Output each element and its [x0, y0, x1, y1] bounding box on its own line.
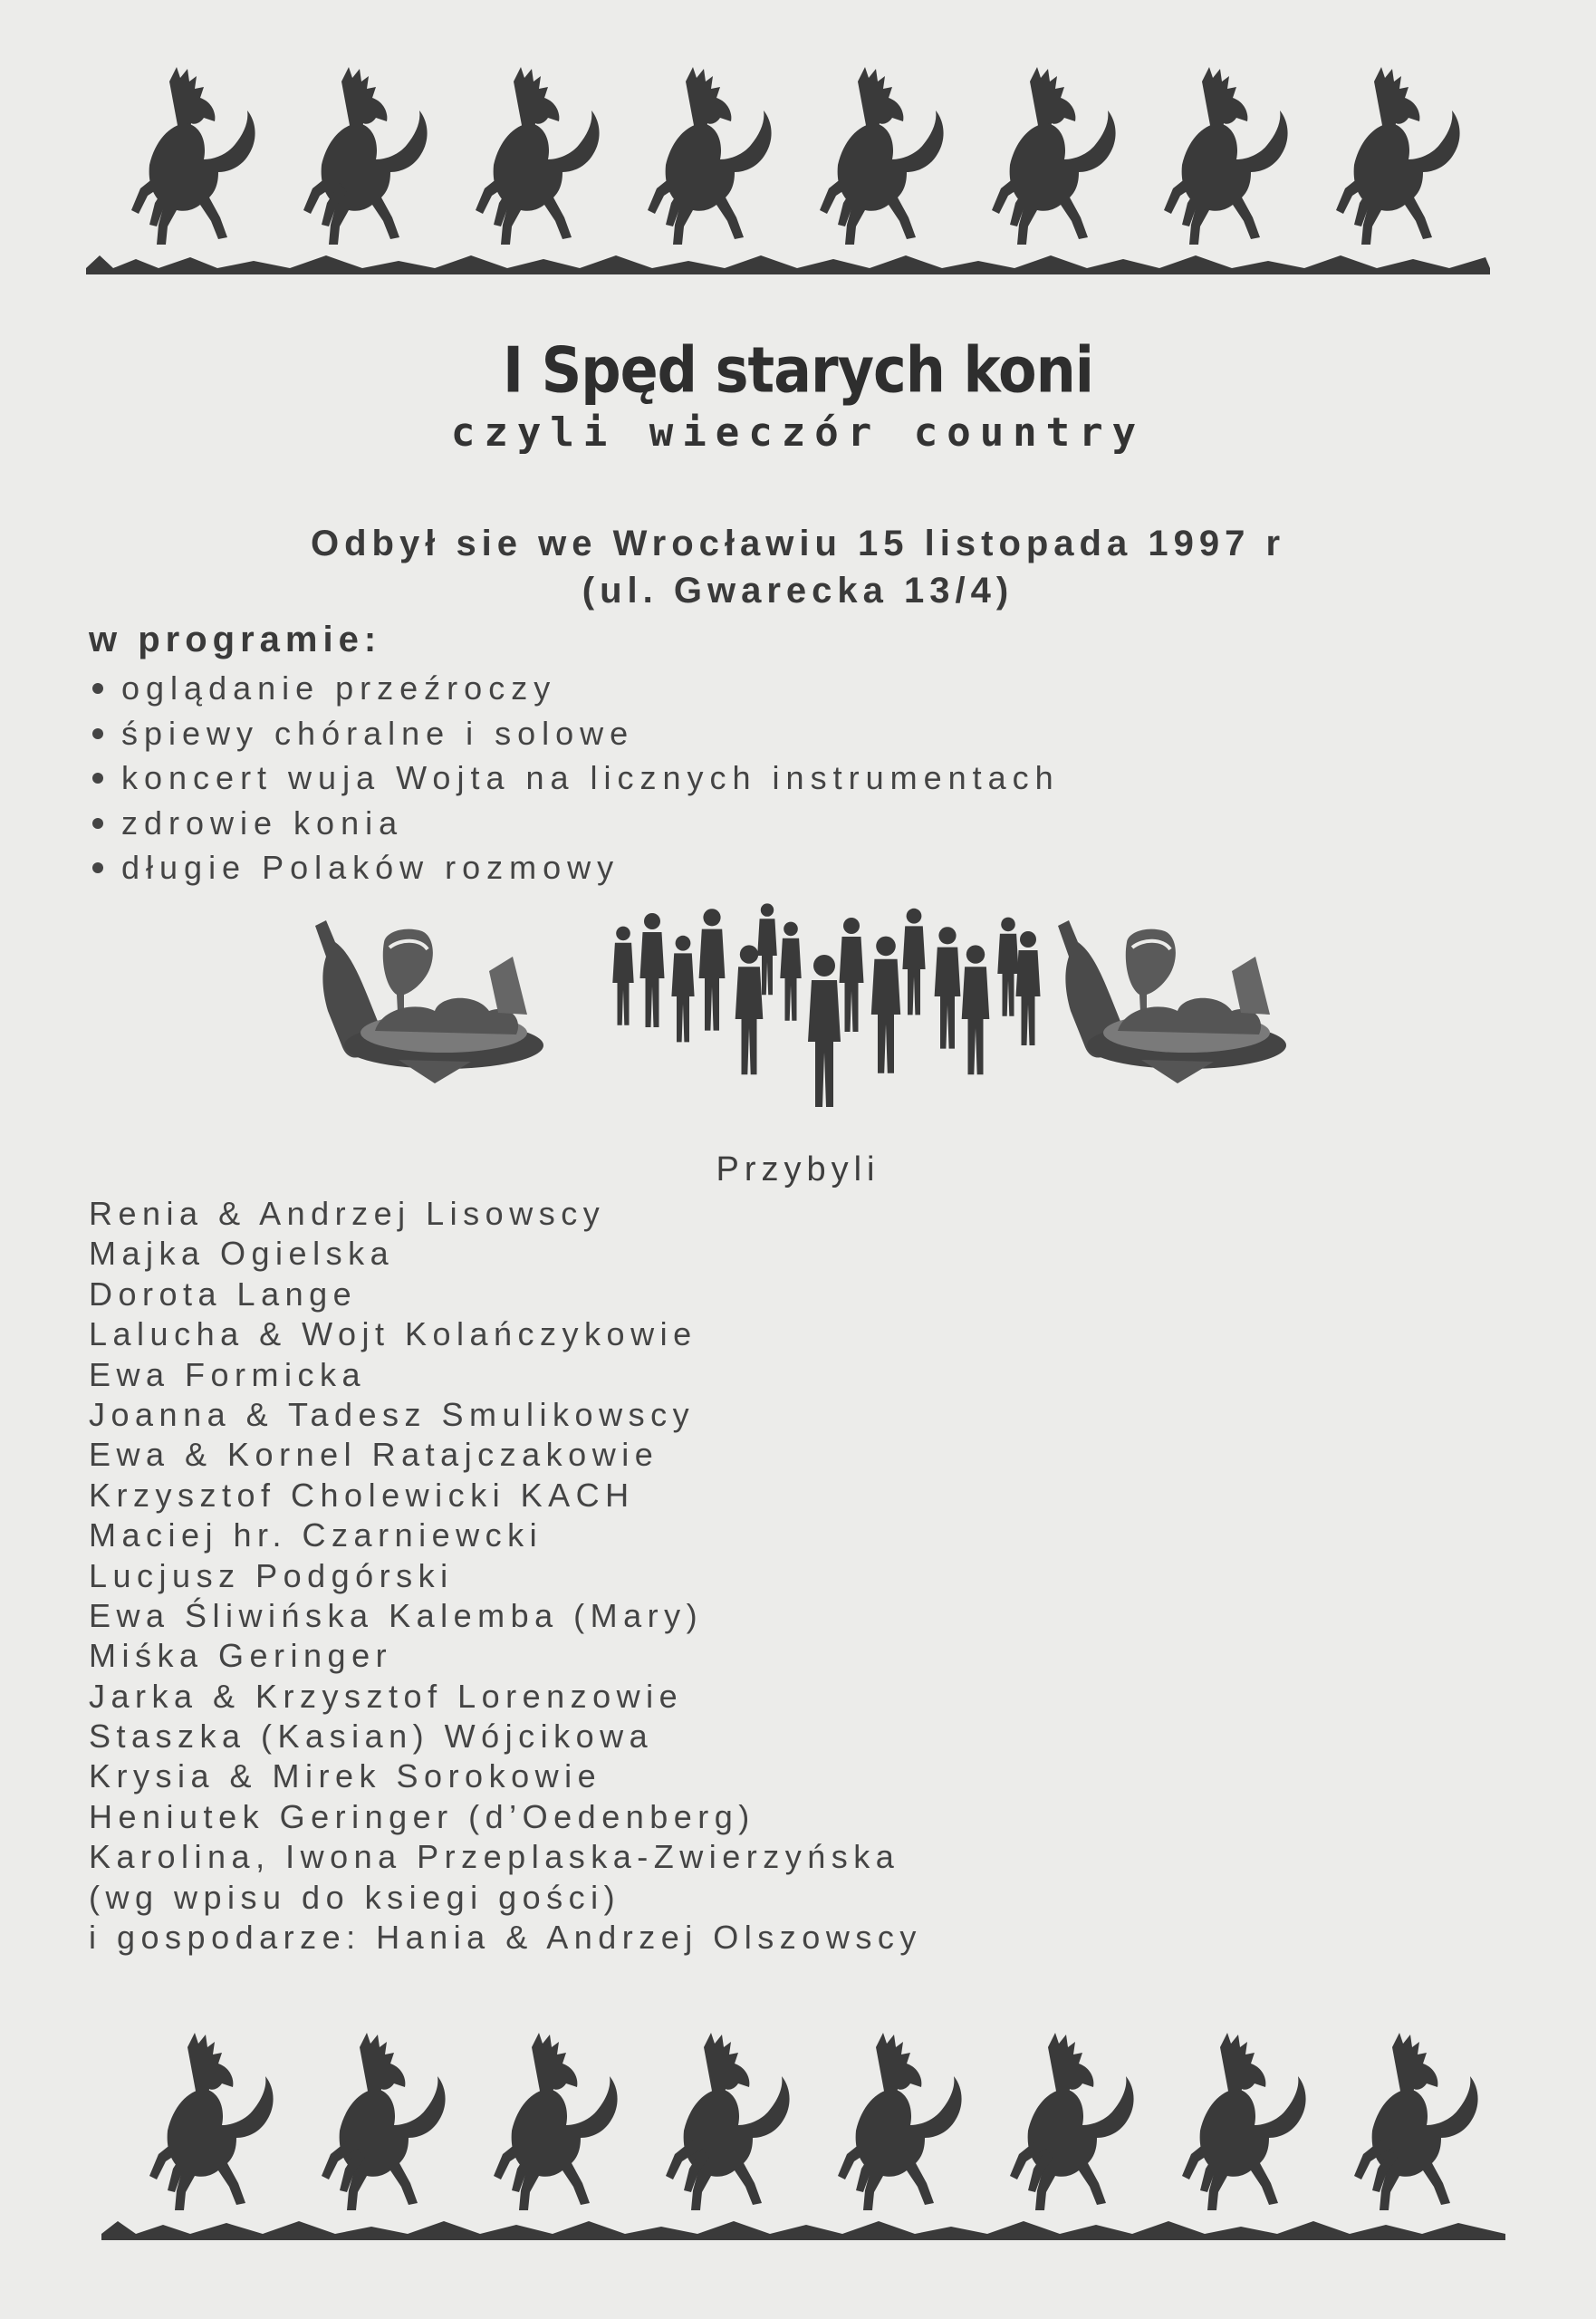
- ground-line: [101, 2234, 1505, 2240]
- page-title: I Spęd starych koni: [502, 332, 1094, 408]
- program-item: oglądanie przeźroczy: [89, 666, 1060, 711]
- guest-item: i gospodarze: Hania & Andrzej Olszowscy: [89, 1919, 922, 1957]
- horse-icon: [1164, 67, 1288, 245]
- guest-item: Krysia & Mirek Sorokowie: [89, 1757, 602, 1795]
- bullet-icon: [92, 862, 103, 873]
- wine-food-icon: [315, 920, 543, 1083]
- illustrations: [299, 888, 1313, 1123]
- horse-border-top: [0, 54, 1596, 326]
- horse-icon: [1354, 2033, 1478, 2210]
- guest-item: Staszka (Kasian) Wójcikowa: [89, 1718, 654, 1756]
- guest-item: Ewa & Kornel Ratajczakowie: [89, 1436, 659, 1474]
- wine-food-icon: [1058, 920, 1286, 1083]
- guest-item: Ewa Śliwińska Kalemba (Mary): [89, 1596, 704, 1634]
- bullet-icon: [92, 683, 103, 694]
- horse-icon: [1010, 2033, 1134, 2210]
- horse-icon: [322, 2033, 446, 2210]
- horse-icon: [494, 2033, 618, 2210]
- program-list: [89, 666, 1060, 890]
- guest-item: Karolina, Iwona Przeplaska-Zwierzyńska: [89, 1838, 900, 1876]
- horse-border-bottom: [0, 2020, 1596, 2292]
- program-item: długie Polaków rozmowy: [89, 845, 1060, 890]
- guest-item: Miśka Geringer: [89, 1637, 393, 1675]
- guests-heading: Przybyli: [716, 1150, 880, 1188]
- horse-icon: [149, 2033, 274, 2210]
- event-address-line: (ul. Gwarecka 13/4): [582, 571, 1014, 611]
- horse-icon: [303, 67, 428, 245]
- guest-item: Maciej hr. Czarniewcki: [89, 1516, 543, 1554]
- ground-line: [86, 268, 1490, 274]
- bullet-icon: [92, 728, 103, 739]
- program-heading: w programie:: [89, 620, 382, 659]
- guest-item: Joanna & Tadesz Smulikowscy: [89, 1395, 696, 1433]
- horse-icon: [1182, 2033, 1306, 2210]
- horse-icon: [476, 67, 600, 245]
- horse-icon: [666, 2033, 790, 2210]
- guest-item: (wg wpisu do ksiegi gości): [89, 1878, 621, 1916]
- guest-item: Lucjusz Podgórski: [89, 1556, 454, 1594]
- event-date-line: Odbył sie we Wrocławiu 15 listopada 1997 r: [310, 524, 1286, 563]
- horse-icon: [131, 67, 255, 245]
- page-subtitle: czyli wieczór country: [450, 409, 1146, 456]
- guest-item: Majka Ogielska: [89, 1235, 395, 1273]
- horse-icon: [992, 67, 1116, 245]
- program-item: zdrowie konia: [89, 801, 1060, 846]
- program-item: śpiewy chóralne i solowe: [89, 711, 1060, 756]
- horse-icon: [648, 67, 772, 245]
- guest-item: Heniutek Geringer (d’Oedenberg): [89, 1797, 755, 1835]
- bullet-icon: [92, 773, 103, 784]
- crowd-icon: [612, 903, 1040, 1107]
- program-item: koncert wuja Wojta na licznych instrumentach: [89, 755, 1060, 801]
- guest-item: Renia & Andrzej Lisowscy: [89, 1195, 606, 1232]
- guest-item: Krzysztof Cholewicki KACH: [89, 1476, 635, 1514]
- bullet-icon: [92, 818, 103, 829]
- guest-item: Lalucha & Wojt Kolańczykowie: [89, 1315, 697, 1353]
- guest-list: [89, 1194, 922, 1958]
- guest-item: Jarka & Krzysztof Lorenzowie: [89, 1677, 684, 1715]
- horse-icon: [838, 2033, 962, 2210]
- guest-item: Dorota Lange: [89, 1275, 358, 1313]
- horse-icon: [1336, 67, 1460, 245]
- guest-item: Ewa Formicka: [89, 1355, 367, 1393]
- horse-icon: [820, 67, 944, 245]
